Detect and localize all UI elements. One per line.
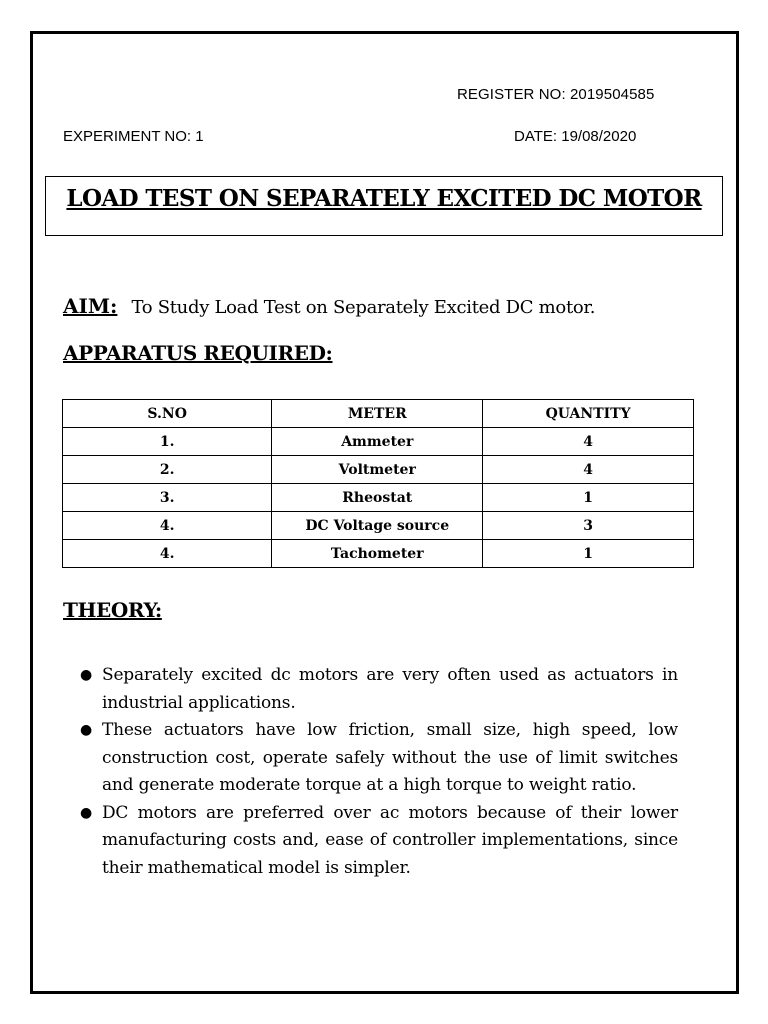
theory-bullet-text: DC motors are preferred over ac motors because of their lower manufacturing costs and, ease of controller implementations, since their mathematical model is simpler. [102,802,678,878]
cell-quantity: 4 [483,428,694,456]
cell-sno: 4. [63,540,272,568]
apparatus-table [62,399,694,568]
experiment-number: EXPERIMENT NO: 1 [63,128,204,145]
cell-quantity: 3 [483,512,694,540]
cell-meter: Rheostat [272,484,483,512]
cell-meter: Tachometer [272,540,483,568]
table-row [63,428,694,456]
theory-list [80,662,678,882]
list-item [80,717,678,800]
apparatus-heading: APPARATUS REQUIRED: [63,341,333,365]
cell-sno: 4. [63,512,272,540]
list-item [80,800,678,883]
table-row [63,512,694,540]
column-header-meter: METER [272,400,483,428]
aim-section [63,294,595,318]
experiment-date: DATE: 19/08/2020 [514,128,637,145]
aim-text: To Study Load Test on Separately Excited DC motor. [131,297,596,318]
list-item [80,662,678,717]
table-row [63,456,694,484]
table-row [63,484,694,512]
theory-bullet-text: Separately excited dc motors are very often used as actuators in industrial applications. [102,665,678,713]
column-header-sno: S.NO [63,400,272,428]
cell-quantity: 1 [483,484,694,512]
cell-meter: Ammeter [272,428,483,456]
bullet-icon: ● [80,667,93,683]
cell-quantity: 4 [483,456,694,484]
cell-quantity: 1 [483,540,694,568]
table-header-row [63,400,694,428]
title-box [45,176,723,236]
table-row [63,540,694,568]
cell-sno: 2. [63,456,272,484]
cell-sno: 1. [63,428,272,456]
page-title: LOAD TEST ON SEPARATELY EXCITED DC MOTOR [66,185,702,212]
register-number: REGISTER NO: 2019504585 [457,86,655,103]
column-header-quantity: QUANTITY [483,400,694,428]
cell-sno: 3. [63,484,272,512]
theory-bullet-text: These actuators have low friction, small size, high speed, low construction cost, operate safely without the use of limit switches and generate moderate torque at a high torque to weight ratio. [102,720,678,795]
cell-meter: DC Voltage source [272,512,483,540]
bullet-icon: ● [80,804,93,821]
bullet-icon: ● [80,722,93,738]
aim-label: AIM: [63,294,118,318]
theory-heading: THEORY: [63,598,162,622]
cell-meter: Voltmeter [272,456,483,484]
